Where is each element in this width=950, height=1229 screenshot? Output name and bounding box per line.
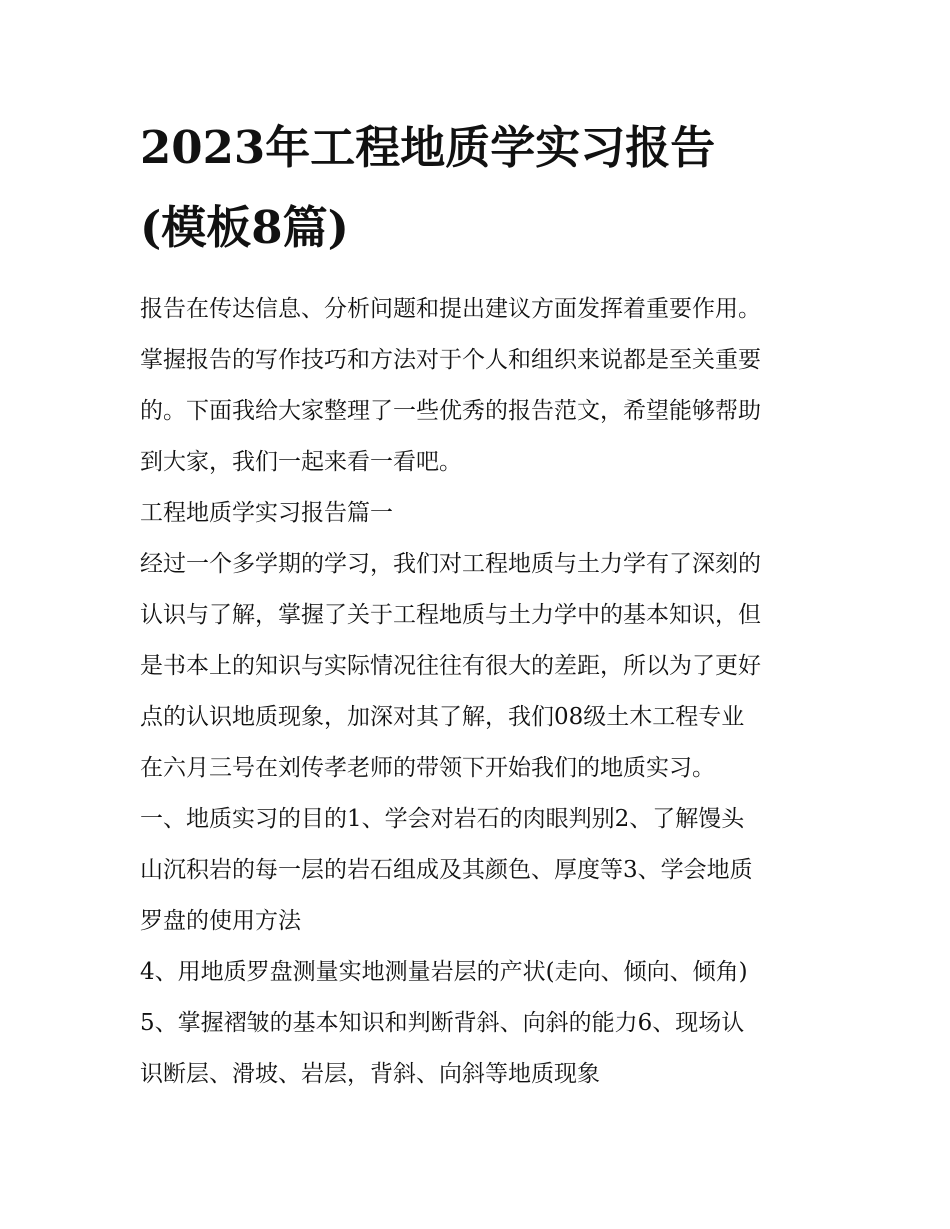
body-line: 经过一个多学期的学习，我们对工程地质与土力学有了深刻的 bbox=[140, 551, 761, 577]
body-line: 一、地质实习的目的1、学会对岩石的肉眼判别2、了解馒头 bbox=[140, 806, 745, 832]
title-line-1: 2023年工程地质学实习报告 bbox=[140, 121, 716, 174]
body-line: 的。下面我给大家整理了一些优秀的报告范文，希望能够帮助 bbox=[140, 398, 761, 424]
body-line: 识断层、滑坡、岩层，背斜、向斜等地质现象 bbox=[140, 1061, 600, 1087]
title-line-2: (模板8篇) bbox=[140, 201, 349, 254]
body-line: 点的认识地质现象，加深对其了解，我们08级土木工程专业 bbox=[140, 704, 745, 730]
body-line: 是书本上的知识与实际情况往往有很大的差距，所以为了更好 bbox=[140, 653, 761, 679]
body-line: 4、用地质罗盘测量实地测量岩层的产状(走向、倾向、倾角) bbox=[140, 959, 748, 985]
section-heading: 工程地质学实习报告篇一 bbox=[140, 500, 393, 526]
body-line: 在六月三号在刘传孝老师的带领下开始我们的地质实习。 bbox=[140, 755, 715, 781]
document-body bbox=[140, 284, 820, 1100]
body-line: 认识与了解，掌握了关于工程地质与土力学中的基本知识，但 bbox=[140, 602, 761, 628]
document-page bbox=[140, 108, 820, 1100]
body-line: 山沉积岩的每一层的岩石组成及其颜色、厚度等3、学会地质 bbox=[140, 857, 753, 883]
body-line: 报告在传达信息、分析问题和提出建议方面发挥着重要作用。 bbox=[140, 296, 761, 322]
body-line: 5、掌握褶皱的基本知识和判断背斜、向斜的能力6、现场认 bbox=[140, 1010, 745, 1036]
body-line: 罗盘的使用方法 bbox=[140, 908, 301, 934]
body-line: 掌握报告的写作技巧和方法对于个人和组织来说都是至关重要 bbox=[140, 347, 761, 373]
document-title bbox=[140, 108, 820, 268]
body-line: 到大家，我们一起来看一看吧。 bbox=[140, 449, 462, 475]
